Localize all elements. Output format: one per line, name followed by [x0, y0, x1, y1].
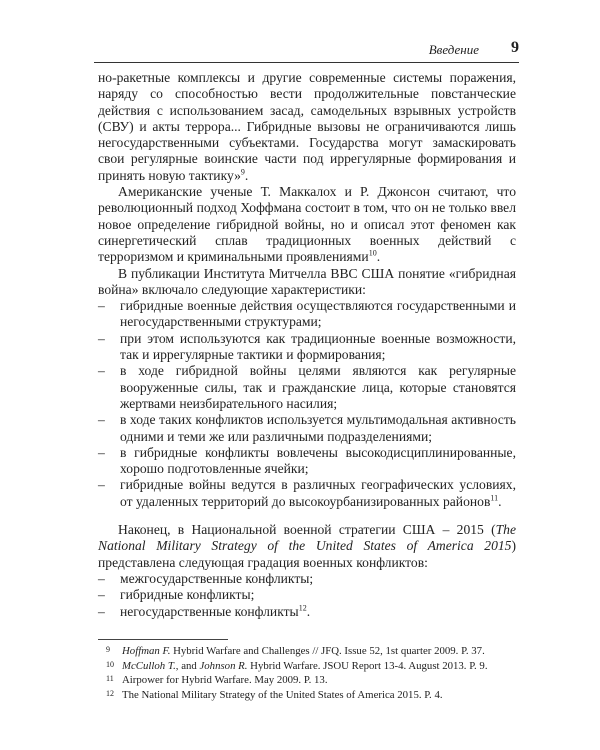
footnote-rule: [98, 639, 228, 640]
footnote-ref-11: 11: [490, 493, 499, 503]
footnote-12: 12 The National Military Strategy of the United States of America 2015. P. 4.: [106, 688, 443, 701]
list-item: – гибридные войны ведутся в различных географических условиях, от удаленных территорий до высокоурбанизированных районов$^{11}$.: [98, 477, 516, 509]
list-item: – при этом используются как традиционные военные возможности, так и иррегулярные тактики и формирования;: [98, 330, 516, 363]
footnote-9: 9 Hoffman F. Hybrid Warfare and Challenges // JFQ. Issue 52, 1st quarter 2009. P. 37.: [106, 645, 485, 657]
footnote-ref-9: 9: [240, 167, 245, 177]
body-text: [98, 70, 516, 620]
paragraph-3: В публикации Института Митчелла ВВС США понятие «гибридная война» включало следующие характеристики:: [98, 265, 516, 297]
list-item: – в ходе гибридной войны целями являются как регулярные вооруженные силы, так и гражданские лица, которые становятся жертвами неизбирательного насилия;: [98, 363, 516, 411]
footnotes: [98, 644, 516, 702]
list-item: – в гибридные конфликты вовлечены высокодисциплинированные, хорошо подготовленные ячейки;: [98, 444, 516, 477]
characteristics-list: [98, 298, 516, 510]
header-rule: [94, 62, 519, 63]
list-item: – межгосударственные конфликты;: [98, 570, 314, 586]
running-title: Введение: [428, 42, 479, 57]
list-item: – в ходе таких конфликтов используется мультимодальная активность одними и теми же или различными подразделениями;: [98, 412, 516, 444]
document-title-italic: The National Military Strategy of the United States of America 2015: [98, 522, 516, 554]
running-header: [94, 38, 519, 60]
footnote-10: 10 McCulloh T., and Johnson R. Hybrid Warfare. JSOU Report 13-4. August 2013. P. 9.: [106, 659, 488, 672]
list-item: – негосударственные конфликты$^{12}$.: [98, 602, 311, 619]
paragraph-2: Американские ученые Т. Маккалох и Р. Джонсон считают, что революционный подход Хоффмана состоит в том, что он не только ввел новое определение гибридной войны, но и описал этот феномен как синергетический сплав традиционных военных действий с терроризмом и криминальными проявлениями$^{10}$.: [98, 184, 516, 265]
page-number: 9: [511, 39, 519, 56]
footnote-ref-10: 10: [368, 248, 377, 258]
footnote-11: 11 Airpower for Hybrid Warfare. May 2009. P. 13.: [106, 674, 328, 686]
paragraph-4: Наконец, в Национальной военной стратегии США – 2015 (The National Military Strategy of the United States of America 2015) представлена следующая градация военных конфликтов:: [98, 522, 516, 570]
list-item: – гибридные военные действия осуществляются государственными и негосударственными структурами;: [98, 298, 516, 330]
paragraph-1: но-ракетные комплексы и другие современные системы поражения, наряду со способностью вести продолжительные повстанческие действия с использованием засад, самодельных взрывных устройств (СВУ) и акты террора... Гибридные вызовы не ограничиваются лишь негосударственными субъектами. Государства могут замаскировать свои регулярные воинские части под иррегулярные формирования и принять новую тактику»$^9$.: [98, 70, 516, 183]
footnote-ref-12: 12: [298, 602, 307, 612]
conflicts-list: [98, 571, 516, 620]
list-item: – гибридные конфликты;: [98, 587, 255, 603]
